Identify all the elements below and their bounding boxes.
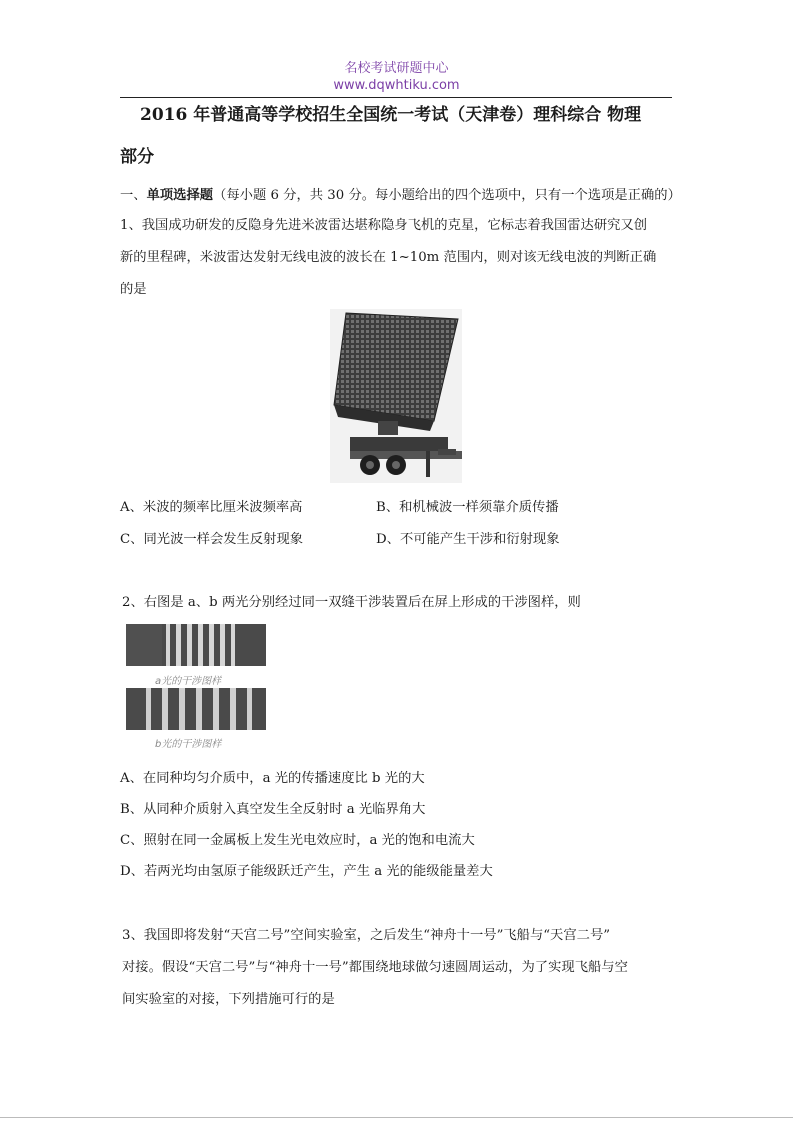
q3-stem-line1: 3、我国即将发射“天宫二号”空间实验室，之后发生“神舟十一号”飞船与“天宫二号” bbox=[122, 928, 611, 943]
section-prefix: 一、 bbox=[120, 188, 147, 203]
q3-stem-line2: 对接。假设“天宫二号”与“神舟十一号”都围绕地球做匀速圆周运动，为了实现飞船与空 bbox=[122, 960, 628, 975]
fringe-b-image bbox=[126, 688, 266, 730]
header-divider bbox=[120, 97, 672, 98]
radar-illustration bbox=[330, 309, 462, 483]
q2-option-b: B、从同种介质射入真空发生全反射时 a 光临界角大 bbox=[120, 802, 426, 817]
q1-option-c: C、同光波一样会发生反射现象 bbox=[120, 532, 304, 547]
q1-stem-line3: 的是 bbox=[120, 282, 147, 297]
section-note: （每小题 6 分，共 30 分。每小题给出的四个选项中，只有一个选项是正确的） bbox=[213, 188, 681, 203]
header-url-link[interactable]: www.dqwhtiku.com bbox=[333, 78, 460, 93]
radar-photo bbox=[330, 309, 462, 483]
q1-option-a: A、米波的频率比厘米波频率高 bbox=[120, 500, 303, 515]
q2-stem: 2、右图是 a、b 两光分别经过同一双缝干涉装置后在屏上形成的干涉图样，则 bbox=[122, 595, 581, 610]
q2-option-d: D、若两光均由氢原子能级跃迁产生，产生 a 光的能级能量差大 bbox=[120, 864, 493, 879]
fringe-a-caption: a光的干涉图样 bbox=[155, 676, 222, 687]
q1-option-b: B、和机械波一样须靠介质传播 bbox=[376, 500, 559, 515]
section-heading bbox=[120, 187, 681, 205]
exam-title: 2016 年普通高等学校招生全国统一考试（天津卷）理科综合 物理 bbox=[140, 105, 642, 125]
q3-stem-line3: 间实验室的对接，下列措施可行的是 bbox=[122, 992, 335, 1007]
fringe-pattern-b bbox=[126, 688, 266, 734]
footer-divider bbox=[0, 1117, 793, 1118]
section-label: 单项选择题 bbox=[146, 188, 214, 203]
q2-option-a: A、在同种均匀介质中，a 光的传播速度比 b 光的大 bbox=[120, 771, 425, 786]
q1-stem-line2: 新的里程碑，米波雷达发射无线电波的波长在 1~10m 范围内，则对该无线电波的判断正确 bbox=[120, 250, 657, 265]
exam-title-continued: 部分 bbox=[120, 147, 154, 167]
q2-option-c: C、照射在同一金属板上发生光电效应时，a 光的饱和电流大 bbox=[120, 833, 475, 848]
q1-stem-line1: 1、我国成功研发的反隐身先进米波雷达堪称隐身飞机的克星，它标志着我国雷达研究又创 bbox=[120, 218, 648, 233]
q1-option-d: D、不可能产生干涉和衍射现象 bbox=[376, 532, 560, 547]
header-site-name: 名校考试研题中心 bbox=[344, 61, 449, 76]
fringe-b-caption: b光的干涉图样 bbox=[155, 739, 222, 750]
fringe-pattern-a bbox=[126, 624, 266, 670]
fringe-a-image bbox=[126, 624, 266, 666]
